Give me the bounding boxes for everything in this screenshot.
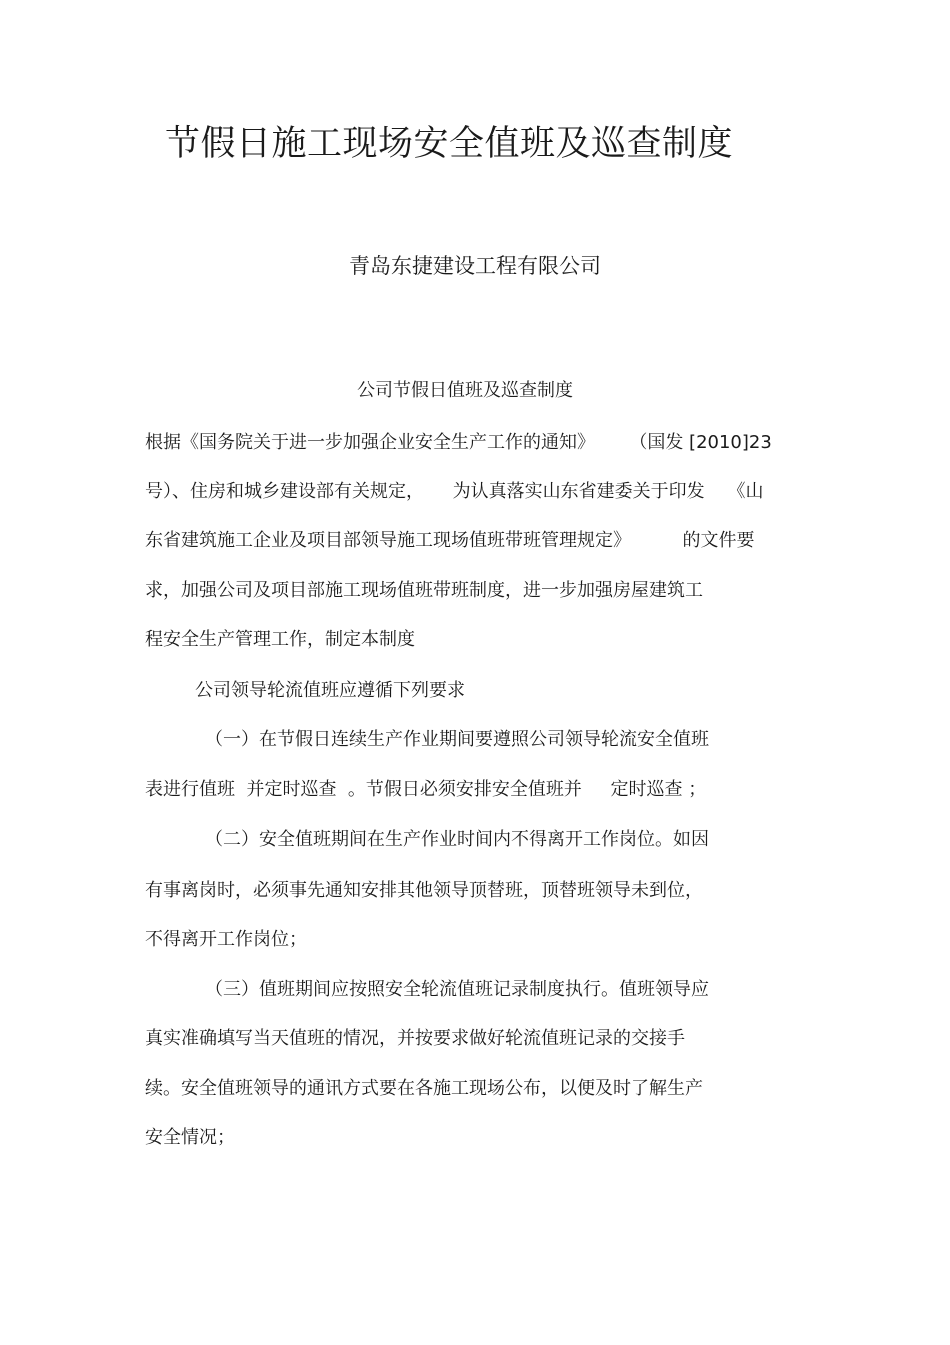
body-line: 根据《国务院关于进一步加强企业安全生产工作的通知》 （国发 [2010]23	[145, 432, 772, 453]
body-line: 求，加强公司及项目部施工现场值班带班制度，进一步加强房屋建筑工	[145, 580, 703, 601]
body-line: 号）、住房和城乡建设部有关规定， 为认真落实山东省建委关于印发 《山	[145, 481, 764, 502]
body-line: （一）在节假日连续生产作业期间要遵照公司领导轮流安全值班	[205, 729, 709, 750]
body-line: （三）值班期间应按照安全轮流值班记录制度执行。值班领导应	[205, 979, 709, 1000]
body-line: 公司领导轮流值班应遵循下列要求	[195, 680, 465, 701]
body-line: 真实准确填写当天值班的情况，并按要求做好轮流值班记录的交接手	[145, 1028, 685, 1049]
document-title: 节假日施工现场安全值班及巡查制度	[165, 124, 734, 164]
body-line: （二）安全值班期间在生产作业时间内不得离开工作岗位。如因	[205, 829, 709, 850]
company-name: 青岛东捷建设工程有限公司	[349, 254, 601, 278]
body-line: 东省建筑施工企业及项目部领导施工现场值班带班管理规定》 的文件要	[145, 530, 755, 551]
section-heading: 公司节假日值班及巡查制度	[357, 380, 573, 401]
body-line: 安全情况；	[145, 1127, 235, 1148]
body-line: 程安全生产管理工作，制定本制度	[145, 629, 415, 650]
body-line: 续。安全值班领导的通讯方式要在各施工现场公布，以便及时了解生产	[145, 1078, 703, 1099]
body-line: 不得离开工作岗位；	[145, 929, 307, 950]
body-line: 表进行值班 并定时巡查 。节假日必须安排安全值班并 定时巡查 ；	[145, 779, 707, 800]
body-line: 有事离岗时，必须事先通知安排其他领导顶替班，顶替班领导未到位，	[145, 880, 703, 901]
